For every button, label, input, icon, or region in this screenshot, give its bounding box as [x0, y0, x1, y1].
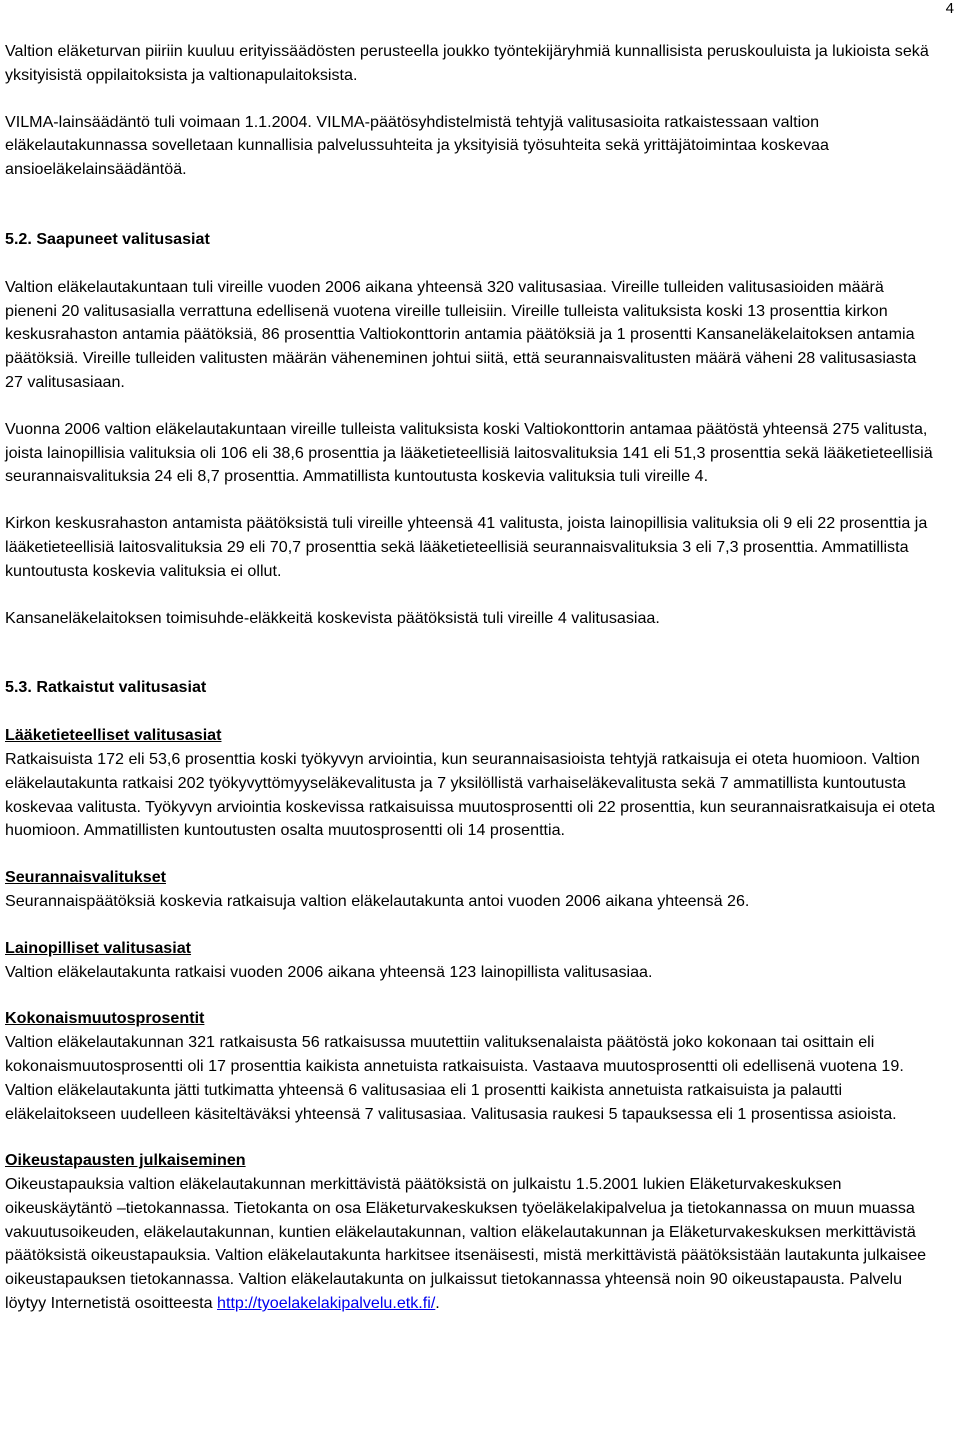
medical-paragraph: Ratkaisuista 172 eli 53,6 prosenttia koski työkyvyn arviointia, kun seurannaisasioista tehtyjä ratkaisuja ei oteta huomioon. Valtion eläkelautakunta ratkaisi 202 työkyvyttömyyseläkevalitusta ja 7 yksilöllistä varhaiseläkevalitusta sekä 7 ammatillista kuntoutusta koskevaa valitusta. Työkyvyn arviointia koskevissa ratkaisuissa muutosprosentti oli 22 prosenttia, kun seurannaisratkaisuja ei oteta huomioon. Ammatillisten kuntoutusten osalta muutosprosentti oli 14 prosenttia.	[5, 749, 936, 840]
section-heading-5-2: 5.2. Saapuneet valitusasiat	[5, 229, 210, 248]
subheading-publishing: Oikeustapausten julkaiseminen	[5, 1151, 246, 1170]
subheading-followup: Seurannaisvalitukset	[5, 868, 167, 887]
intro-paragraph-1: Valtion eläketurvan piiriin kuuluu erityissäädösten perusteella joukko työntekijäryhmiä kunnallisista peruskouluista ja lukioista sekä yksityisistä oppilaitoksista ja valtionapulaitoksista.	[5, 42, 929, 84]
overall-paragraph: Valtion eläkelautakunnan 321 ratkaisusta 56 ratkaisussa muutettiin valituksenalaista päätöstä joko kokonaan tai osittain eli kokonaismuutosprosentti oli 17 prosenttia kaikista annetuista ratkaisuista. Vastaava muutosprosentti oli edellisenä vuotena 19. Valtion eläkelautakunta jätti tutkimatta yhteensä 6 valitusasiaa eli 1 prosentti kaikista annetuista ratkaisuista ja palautti eläkelaitokseen uudelleen käsiteltäväksi yhteensä 7 valitusasiaa. Valitusasia raukesi 5 tapauksessa eli 1 prosentissa asioista.	[5, 1033, 904, 1123]
section-5-2-paragraph-4: Kansaneläkelaitoksen toimisuhde-eläkkeitä koskevista päätöksistä tuli vireille 4 valitusasiaa.	[5, 608, 660, 627]
document-body	[5, 40, 937, 1316]
subheading-medical: Lääketieteelliset valitusasiat	[5, 726, 222, 745]
section-5-2-paragraph-1: Valtion eläkelautakuntaan tuli vireille vuoden 2006 aikana yhteensä 320 valitusasiaa. Vireille tulleiden valitusasioiden määrä pieneni 20 valitusasialla verrattuna edellisenä vuotena vireille tulleisiin. Vireille tulleista valituksista koski 13 prosenttia kirkon keskusrahaston antamia päätöksiä, 86 prosenttia Valtiokonttorin antamia päätöksiä ja 1 prosentti Kansaneläkelaitoksen antamia päätöksiä. Vireille tulleiden valitusten määrän väheneminen johtui siitä, että seurannaisvalitusten määrä väheni 28 valitusasiasta 27 valitusasiaan.	[5, 277, 917, 391]
legal-paragraph: Valtion eläkelautakunta ratkaisi vuoden 2006 aikana yhteensä 123 lainopillista valitusasiaa.	[5, 962, 653, 981]
section-5-2-paragraph-2: Vuonna 2006 valtion eläkelautakuntaan vireille tulleista valituksista koski Valtiokonttorin antamaa päätöstä yhteensä 275 valitusta, joista lainopillisia valituksia oli 106 eli 38,6 prosenttia ja lääketieteellisiä laitosvalituksia 141 eli 51,3 prosenttia sekä lääketieteellisiä seurannaisvalituksia 24 eli 8,7 prosenttia. Ammatillista kuntoutusta koskevia valituksia tuli vireille 4.	[5, 419, 933, 486]
followup-paragraph: Seurannaispäätöksiä koskevia ratkaisuja valtion eläkelautakunta antoi vuoden 2006 aikana yhteensä 26.	[5, 891, 750, 910]
page-number: 4	[945, 0, 954, 17]
publishing-paragraph	[5, 1173, 937, 1316]
service-link[interactable]: http://tyoelakelakipalvelu.etk.fi/	[217, 1294, 436, 1313]
intro-paragraph-2: VILMA-lainsäädäntö tuli voimaan 1.1.2004. VILMA-päätösyhdistelmistä tehtyjä valitusasioita ratkaistessaan valtion eläkelautakunnassa sovelletaan kunnallisia palvelussuhteita ja yksityisiä työsuhteita sekä yrittäjätoimintaa koskevaa ansioeläkelainsäädäntöä.	[5, 112, 829, 179]
subheading-overall: Kokonaismuutosprosentit	[5, 1009, 205, 1028]
publishing-text: Oikeustapauksia valtion eläkelautakunnan merkittävistä päätöksistä on julkaistu 1.5.2001 lukien Eläketurvakeskuksen oikeuskäytäntö –tietokannassa. Tietokanta on osa Eläketurvakeskuksen työeläkelakipalvelua ja tietokannassa on muun muassa vakuutusoikeuden, eläkelautakunnan, kuntien eläkelautakunnan, valtion eläkelautakunnan ja Eläketurvakeskuksen merkittävistä päätöksistä oikeustapauksia. Valtion eläkelautakunta harkitsee itsenäisesti, mistä merkittävistä päätöksistään lautakunta julkaisee oikeustapauksen tietokannassa. Valtion eläkelautakunta on julkaissut tietokannassa yhteensä noin 90 oikeustapausta. Palvelu löytyy Internetistä osoitteesta	[5, 1175, 927, 1313]
subheading-legal: Lainopilliset valitusasiat	[5, 938, 192, 957]
section-5-2-paragraph-3: Kirkon keskusrahaston antamista päätöksistä tuli vireille yhteensä 41 valitusta, joista lainopillisia valituksia oli 9 eli 22 prosenttia ja lääketieteellisiä laitosvalituksia 29 eli 70,7 prosenttia sekä lääketieteellisiä seurannaisvalituksia 3 eli 7,3 prosenttia. Ammatillista kuntoutusta koskevia valituksia ei ollut.	[5, 514, 928, 580]
publishing-end: .	[435, 1294, 440, 1313]
section-heading-5-3: 5.3. Ratkaistut valitusasiat	[5, 678, 207, 697]
